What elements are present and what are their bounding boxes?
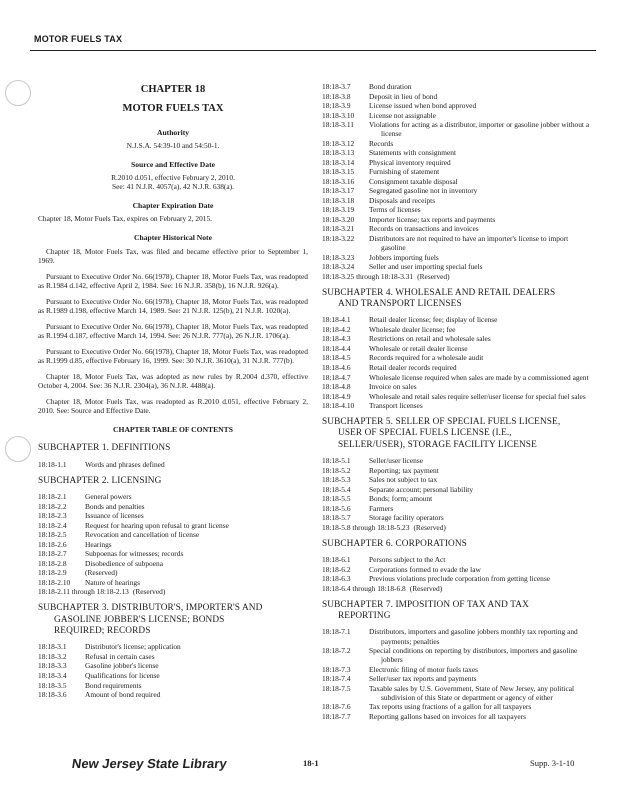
section-title: Distributors, importers and gasoline jobbers monthly tax reporting and payments; penalties bbox=[369, 627, 578, 646]
toc-row bbox=[38, 530, 308, 539]
section-number: 18:18-3.13 bbox=[322, 148, 355, 158]
section-number: 18:18-3.12 bbox=[322, 138, 355, 148]
section-title: Revocation and cancellation of license bbox=[85, 530, 200, 540]
section-number: 18:18-2.7 bbox=[38, 549, 67, 559]
history-paragraph: Pursuant to Executive Order No. 66(1978), Chapter 18, Motor Fuels Tax, was readopted as R.1989 d.198, effective March 14, 1989. See: 21 N.J.R. 125(b), 21 N.J.R. 1020(a). bbox=[38, 296, 308, 315]
toc-row bbox=[322, 334, 590, 343]
section-title: Importer license; tax reports and payments bbox=[369, 214, 496, 224]
section-number: 18:18-3.11 bbox=[322, 120, 354, 130]
section-number: 18:18-4.5 bbox=[322, 353, 351, 363]
section-title: General powers bbox=[85, 492, 132, 502]
running-title: MOTOR FUELS TAX bbox=[34, 34, 123, 44]
history-heading: Chapter Historical Note bbox=[134, 233, 212, 243]
subchapter-4-heading bbox=[322, 288, 590, 311]
section-number: 18:18-2.3 bbox=[38, 511, 67, 521]
section-number: 18:18-2.9 bbox=[38, 568, 67, 578]
toc-row bbox=[38, 559, 308, 568]
right-column bbox=[322, 82, 590, 721]
toc-row bbox=[38, 681, 308, 690]
section-title: Persons subject to the Act bbox=[369, 555, 446, 565]
section-title: Furnishing of statement bbox=[369, 167, 440, 177]
section-title: Seller/user tax reports and payments bbox=[369, 674, 477, 684]
section-title: Special conditions on reporting by distributors, importers and gasoline jobbers bbox=[369, 646, 578, 665]
source-line: R.2010 d.051, effective February 2, 2010. bbox=[111, 173, 235, 183]
section-number: 18:18-4.8 bbox=[322, 382, 351, 392]
toc-row bbox=[38, 661, 308, 670]
section-number: 18:18-3.6 bbox=[38, 690, 67, 700]
section-title: Gasoline jobber's license bbox=[85, 661, 159, 671]
toc-row bbox=[38, 549, 308, 558]
subchapter-6-list bbox=[322, 555, 590, 593]
section-title: Previous violations preclude corporation from getting license bbox=[369, 574, 551, 584]
section-title: License issued when bond approved bbox=[369, 101, 477, 111]
subchapter-5-list bbox=[322, 456, 590, 532]
toc-row bbox=[322, 196, 590, 205]
toc-row bbox=[322, 234, 590, 252]
left-column bbox=[38, 82, 308, 700]
subchapter-4-heading-line: AND TRANSPORT LICENSES bbox=[338, 298, 462, 309]
section-number: 18:18-4.6 bbox=[322, 362, 351, 372]
toc-row bbox=[322, 475, 590, 484]
section-title: Distributors are not required to have an importer's license to import gasoline bbox=[369, 234, 569, 253]
section-title: Statements with consignment bbox=[369, 148, 457, 158]
section-title: Violations for acting as a distributor, importer or gasoline jobber without a license bbox=[369, 120, 590, 139]
toc-row bbox=[322, 177, 590, 186]
section-title: Issuance of licenses bbox=[85, 511, 144, 521]
toc-row bbox=[322, 315, 590, 324]
section-title: License not assignable bbox=[369, 110, 436, 120]
section-title: Nature of hearings bbox=[85, 577, 140, 587]
section-number: 18:18-3.4 bbox=[38, 671, 67, 681]
toc-row bbox=[322, 674, 590, 683]
toc-row bbox=[322, 215, 590, 224]
section-title: Refusal in certain cases bbox=[85, 651, 155, 661]
toc-row bbox=[322, 253, 590, 262]
section-title: Amount of bond required bbox=[85, 690, 161, 700]
subchapter-5-heading-line: SELLER/USER), STORAGE FACILITY LICENSE bbox=[338, 439, 537, 450]
section-range: 18:18-5.8 through 18:18-5.23 bbox=[322, 522, 410, 532]
section-number: 18:18-3.19 bbox=[322, 205, 355, 215]
section-number: 18:18-2.8 bbox=[38, 558, 67, 568]
section-title: Wholesale or retail dealer license bbox=[369, 343, 468, 353]
section-number: 18:18-3.20 bbox=[322, 214, 355, 224]
header-rule bbox=[30, 50, 596, 51]
section-title: (Reserved) bbox=[85, 568, 118, 578]
toc-row bbox=[322, 401, 590, 410]
subchapter-7-heading-line: REPORTING bbox=[338, 611, 391, 622]
section-title: Terms of licenses bbox=[369, 205, 421, 215]
section-number: 18:18-7.2 bbox=[322, 646, 351, 656]
section-number: 18:18-5.6 bbox=[322, 503, 351, 513]
toc-row bbox=[38, 521, 308, 530]
toc-row bbox=[38, 690, 308, 699]
punch-hole bbox=[5, 80, 31, 106]
section-number: 18:18-3.21 bbox=[322, 224, 355, 234]
section-number: 18:18-6.1 bbox=[322, 555, 351, 565]
section-title: Electronic filing of motor fuels taxes bbox=[369, 664, 478, 674]
section-title: Reporting; tax payment bbox=[369, 465, 439, 475]
section-number: 18:18-5.4 bbox=[322, 484, 351, 494]
toc-row bbox=[322, 646, 590, 664]
subchapter-7-heading-line: SUBCHAPTER 7. IMPOSITION OF TAX AND TAX bbox=[322, 599, 529, 610]
section-number: 18:18-7.3 bbox=[322, 664, 351, 674]
section-number: 18:18-5.2 bbox=[322, 465, 351, 475]
punch-hole bbox=[5, 436, 31, 462]
toc-row bbox=[322, 205, 590, 214]
section-title: Invoice on sales bbox=[369, 382, 417, 392]
section-title: Records bbox=[369, 138, 394, 148]
section-number: 18:18-1.1 bbox=[38, 459, 67, 469]
history-paragraph: Chapter 18, Motor Fuels Tax, was adopted as new rules by R.2004 d.370, effective October 4, 2004. See: 36 N.J.R. 2304(a), 36 N.J.R. 4488(a). bbox=[38, 372, 308, 391]
section-title: (Reserved) bbox=[417, 271, 450, 281]
toc-row bbox=[322, 382, 590, 391]
page-number: 18-1 bbox=[303, 758, 319, 768]
section-title: Segregated gasoline not in inventory bbox=[369, 186, 478, 196]
section-range: 18:18-2.11 through 18:18-2.13 bbox=[38, 587, 129, 597]
section-title: Bonds; form; amount bbox=[369, 494, 433, 504]
toc-row bbox=[322, 373, 590, 382]
toc-row bbox=[322, 565, 590, 574]
authority-heading: Authority bbox=[156, 127, 190, 137]
subchapter-3-list bbox=[38, 642, 308, 699]
section-title: Bond duration bbox=[369, 82, 412, 91]
section-title: Restrictions on retail and wholesale sales bbox=[369, 334, 491, 344]
toc-row bbox=[322, 262, 590, 271]
section-number: 18:18-2.6 bbox=[38, 539, 67, 549]
section-number: 18:18-7.5 bbox=[322, 683, 351, 693]
history-paragraph: Pursuant to Executive Order No. 66(1978), Chapter 18, Motor Fuels Tax, was readopted as R.1999 d.85, effective February 16, 1999. See: 30 N.J.R. 3610(a), 31 N.J.R. 777(b). bbox=[38, 346, 308, 365]
section-title: Consignment taxable disposal bbox=[369, 176, 458, 186]
toc-row bbox=[38, 671, 308, 680]
section-title: Records on transactions and invoices bbox=[369, 224, 479, 234]
section-number: 18:18-2.4 bbox=[38, 520, 67, 530]
section-title: Tax reports using fractions of a gallon for all taxpayers bbox=[369, 702, 532, 712]
subchapter-7-list bbox=[322, 627, 590, 720]
section-number: 18:18-7.6 bbox=[322, 702, 351, 712]
section-title: Bond requirements bbox=[85, 680, 142, 690]
section-number: 18:18-3.2 bbox=[38, 651, 67, 661]
section-number: 18:18-5.3 bbox=[322, 475, 351, 485]
toc-row-reserved bbox=[322, 523, 590, 532]
section-number: 18:18-3.3 bbox=[38, 661, 67, 671]
section-title: Separate account; personal liability bbox=[369, 484, 474, 494]
section-number: 18:18-4.2 bbox=[322, 324, 351, 334]
toc-row bbox=[322, 120, 590, 138]
subchapter-1-list bbox=[38, 460, 308, 469]
section-number: 18:18-3.15 bbox=[322, 167, 355, 177]
section-title: Storage facility operators bbox=[369, 513, 444, 523]
section-number: 18:18-3.5 bbox=[38, 680, 67, 690]
subchapter-2-list bbox=[38, 492, 308, 596]
section-title: (Reserved) bbox=[132, 587, 166, 597]
section-title: Transport licenses bbox=[369, 401, 423, 411]
toc-row bbox=[322, 466, 590, 475]
history-paragraph: Chapter 18, Motor Fuels Tax, was filed and became effective prior to September 1, 1969. bbox=[38, 246, 308, 265]
toc-row bbox=[38, 492, 308, 501]
subchapter-5-heading-line: SUBCHAPTER 5. SELLER OF SPECIAL FUELS LICENSE, bbox=[322, 417, 561, 428]
section-number: 18:18-2.1 bbox=[38, 492, 67, 502]
source-block bbox=[38, 160, 308, 191]
toc-row bbox=[38, 578, 308, 587]
toc-row bbox=[38, 460, 308, 469]
section-title: Disobedience of subpoena bbox=[85, 558, 163, 568]
section-number: 18:18-4.3 bbox=[322, 334, 351, 344]
section-number: 18:18-3.18 bbox=[322, 195, 355, 205]
section-number: 18:18-4.7 bbox=[322, 372, 351, 382]
toc-row bbox=[322, 139, 590, 148]
toc-row bbox=[322, 665, 590, 674]
section-title: Disposals and receipts bbox=[369, 195, 436, 205]
section-number: 18:18-3.8 bbox=[322, 91, 351, 101]
section-number: 18:18-3.17 bbox=[322, 186, 355, 196]
section-title: Seller/user license bbox=[369, 456, 423, 466]
section-title: Request for hearing upon refusal to grant license bbox=[85, 520, 229, 530]
toc-row bbox=[322, 363, 590, 372]
section-number: 18:18-4.9 bbox=[322, 391, 351, 401]
authority-text: N.J.S.A. 54:39-10 and 54:50-1. bbox=[126, 140, 220, 150]
section-title: Physical inventory required bbox=[369, 157, 451, 167]
toc-row bbox=[322, 111, 590, 120]
section-title: Qualifications for license bbox=[85, 671, 160, 681]
section-title: Bonds and penalties bbox=[85, 501, 145, 511]
subchapter-5-heading bbox=[322, 417, 590, 451]
section-number: 18:18-5.5 bbox=[322, 494, 351, 504]
section-number: 18:18-4.1 bbox=[322, 315, 351, 325]
chapter-name: MOTOR FUELS TAX bbox=[122, 102, 224, 114]
section-number: 18:18-3.16 bbox=[322, 176, 355, 186]
toc-row bbox=[322, 325, 590, 334]
toc-row bbox=[322, 574, 590, 583]
history-paragraph: Pursuant to Executive Order No. 66(1978), Chapter 18, Motor Fuels Tax, was readopted as R.1994 d.187, effective March 14, 1994. See: 26 N.J.R. 777(a), 26 N.J.R. 1706(a). bbox=[38, 321, 308, 340]
section-number: 18:18-5.1 bbox=[322, 456, 351, 466]
section-title: Seller and user importing special fuels bbox=[369, 262, 483, 272]
section-title: Hearings bbox=[85, 539, 112, 549]
section-title: Corporations formed to evade the law bbox=[369, 564, 481, 574]
source-heading: Source and Effective Date bbox=[130, 159, 215, 169]
toc-row bbox=[322, 712, 590, 721]
subchapter-3-heading-line: SUBCHAPTER 3. DISTRIBUTOR'S, IMPORTER'S AND bbox=[38, 603, 263, 614]
section-title: Retail dealer license; fee; display of license bbox=[369, 315, 498, 325]
section-number: 18:18-3.24 bbox=[322, 262, 355, 272]
subchapter-3-list-continued bbox=[322, 82, 590, 281]
section-title: Words and phrases defined bbox=[85, 459, 165, 469]
toc-row bbox=[322, 148, 590, 157]
section-number: 18:18-7.4 bbox=[322, 674, 351, 684]
expiration-heading: Chapter Expiration Date bbox=[132, 201, 214, 211]
toc-row bbox=[38, 502, 308, 511]
toc-row bbox=[38, 511, 308, 520]
section-title: Taxable sales by U.S. Government, State of New Jersey, any political subdivision of this State or department or agency of either bbox=[369, 683, 575, 702]
section-number: 18:18-3.9 bbox=[322, 101, 351, 111]
expiration-text: Chapter 18, Motor Fuels Tax, expires on February 2, 2015. bbox=[38, 214, 213, 224]
section-number: 18:18-3.7 bbox=[322, 82, 351, 91]
section-title: Wholesale and retail sales require seller/user license for special fuel sales bbox=[369, 391, 586, 401]
section-title: Subpoenas for witnesses; records bbox=[85, 549, 184, 559]
toc-row bbox=[322, 513, 590, 522]
toc-row bbox=[322, 684, 590, 702]
section-title: Reporting gallons based on invoices for all taxpayers bbox=[369, 711, 527, 721]
toc-row bbox=[322, 392, 590, 401]
source-line: See: 41 N.J.R. 4057(a), 42 N.J.R. 638(a). bbox=[112, 182, 234, 192]
toc-row bbox=[322, 494, 590, 503]
section-number: 18:18-2.5 bbox=[38, 530, 67, 540]
section-title: Records required for a wholesale audit bbox=[369, 353, 484, 363]
section-number: 18:18-7.1 bbox=[322, 627, 351, 637]
section-title: Distributor's license; application bbox=[85, 642, 181, 652]
toc-row bbox=[38, 642, 308, 651]
toc-row bbox=[322, 186, 590, 195]
subchapter-5-heading-line: USER OF SPECIAL FUELS LICENSE (I.E., bbox=[338, 428, 512, 439]
toc-row bbox=[322, 158, 590, 167]
subchapter-3-heading-line: GASOLINE JOBBER'S LICENSE; BONDS bbox=[54, 614, 225, 625]
subchapter-3-heading-line: REQUIRED; RECORDS bbox=[54, 626, 151, 637]
chapter-number: CHAPTER 18 bbox=[140, 84, 206, 95]
section-title: Wholesale dealer license; fee bbox=[369, 324, 456, 334]
subchapter-6-heading: SUBCHAPTER 6. CORPORATIONS bbox=[322, 538, 467, 549]
expiration-block bbox=[38, 201, 308, 223]
toc-row bbox=[322, 82, 590, 91]
toc-row bbox=[322, 485, 590, 494]
subchapter-3-heading bbox=[38, 603, 308, 637]
toc-row bbox=[38, 568, 308, 577]
subchapter-4-list bbox=[322, 315, 590, 410]
section-title: Farmers bbox=[369, 503, 394, 513]
section-title: Retail dealer records required bbox=[369, 362, 457, 372]
toc-row bbox=[322, 504, 590, 513]
section-number: 18:18-3.14 bbox=[322, 157, 355, 167]
toc-row bbox=[322, 627, 590, 645]
toc-row bbox=[322, 555, 590, 564]
section-number: 18:18-6.2 bbox=[322, 564, 351, 574]
subchapter-2-heading: SUBCHAPTER 2. LICENSING bbox=[38, 475, 162, 486]
toc-row bbox=[38, 540, 308, 549]
toc-row bbox=[38, 652, 308, 661]
toc-row bbox=[322, 92, 590, 101]
supplement-date: Supp. 3-1-10 bbox=[530, 758, 575, 768]
section-number: 18:18-2.10 bbox=[38, 577, 71, 587]
section-number: 18:18-7.7 bbox=[322, 711, 351, 721]
section-number: 18:18-3.22 bbox=[322, 234, 355, 243]
toc-row-reserved bbox=[322, 272, 590, 281]
toc-row-reserved bbox=[322, 584, 590, 593]
section-title: Jobbers importing fuels bbox=[369, 252, 439, 262]
section-number: 18:18-3.1 bbox=[38, 642, 67, 652]
section-number: 18:18-6.3 bbox=[322, 574, 351, 584]
toc-row bbox=[322, 224, 590, 233]
toc-row-reserved bbox=[38, 587, 308, 596]
section-number: 18:18-3.23 bbox=[322, 252, 355, 262]
subchapter-4-heading-line: SUBCHAPTER 4. WHOLESALE AND RETAIL DEALERS bbox=[322, 287, 556, 298]
toc-row bbox=[322, 101, 590, 110]
section-title: Wholesale license required when sales are made by a commissioned agent bbox=[369, 372, 589, 382]
toc-row bbox=[322, 702, 590, 711]
library-watermark: New Jersey State Library bbox=[71, 756, 228, 771]
history-block bbox=[38, 233, 308, 415]
subchapter-1-heading: SUBCHAPTER 1. DEFINITIONS bbox=[38, 443, 171, 454]
section-title: Deposit in lieu of bond bbox=[369, 91, 438, 101]
section-number: 18:18-4.10 bbox=[322, 401, 355, 411]
history-paragraph: Chapter 18, Motor Fuels Tax, was readopted as R.2010 d.051, effective February 2, 2010. See: Source and Effective Date. bbox=[38, 397, 308, 416]
toc-row bbox=[322, 456, 590, 465]
toc-row bbox=[322, 353, 590, 362]
section-number: 18:18-4.4 bbox=[322, 343, 351, 353]
toc-row bbox=[322, 167, 590, 176]
section-range: 18:18-6.4 through 18:18-6.8 bbox=[322, 583, 406, 593]
subchapter-7-heading bbox=[322, 600, 590, 623]
section-number: 18:18-5.7 bbox=[322, 513, 351, 523]
section-title: Sales not subject to tax bbox=[369, 475, 438, 485]
section-number: 18:18-2.2 bbox=[38, 501, 67, 511]
section-title: (Reserved) bbox=[413, 522, 446, 532]
section-range: 18:18-3.25 through 18:18-3.31 bbox=[322, 271, 414, 281]
toc-row bbox=[322, 344, 590, 353]
section-number: 18:18-3.10 bbox=[322, 110, 355, 120]
toc-title: CHAPTER TABLE OF CONTENTS bbox=[113, 425, 233, 435]
history-paragraph: Pursuant to Executive Order No. 66(1978), Chapter 18, Motor Fuels Tax, was readopted as R.1984 d.142, effective April 2, 1984. See: 16 N.J.R. 358(b), 16 N.J.R. 926(a). bbox=[38, 271, 308, 290]
section-title: (Reserved) bbox=[409, 583, 443, 593]
authority-block bbox=[38, 128, 308, 150]
